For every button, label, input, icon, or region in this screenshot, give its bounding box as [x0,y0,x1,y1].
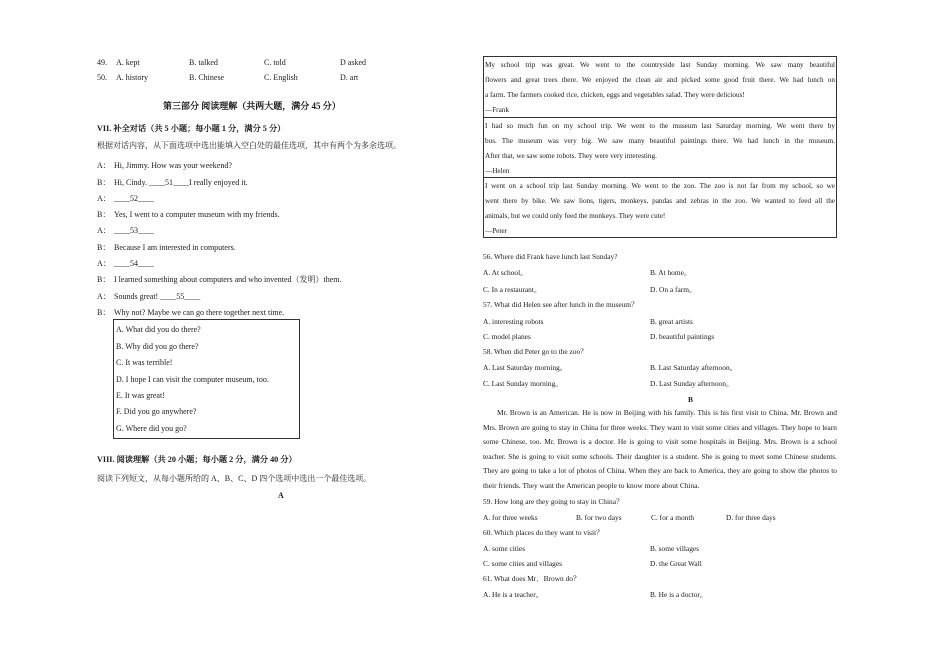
section8-instructions: 阅读下列短文，从每小题所给的 A、B、C、D 四个选项中选出一个最佳选项。 [97,474,372,483]
section-a-label: A [278,491,284,500]
q58-option-b: B. Last Saturday afternoon。 [650,363,738,372]
passage-b: Mr. Brown is an American. He is now in Beijing with his family. This is his first visit to China. Mr. Brown and Mrs. Brown are going to stay in China for three weeks. They want to visit some cities and villages. They hope to learn some Chinese, too. Mr. Brown is a doctor. He is going to visit some hospitals in Beijing. Mrs. Brown is a school teacher. She is going to visit some schools. Their daughter is a student. She is going to meet some Chinese students. They are going to take a lot of photos of China. When they are back to America, they are going to show the photos to their friends. They want the American people to know more about China. [483,408,837,490]
q57-stem: 57. What did Helen see after lunch in the museum？ [483,300,639,309]
dialog-line: Yes, I went to a computer museum with my friends. [114,210,280,219]
q57-option-c: C. model planes [483,332,531,341]
q59-option-d: D. for three days [726,513,776,522]
q57-option-a: A. interesting robots [483,317,544,326]
passage-section [484,178,836,237]
dialog-line: I learned something about computers and who invented（发明）them. [114,275,342,284]
option-item: C. It was terrible! [116,358,173,367]
dialog-speaker: B： [97,275,111,284]
q56-stem: 56. Where did Frank have lunch last Sunday? [483,252,618,261]
q50-number: 50. [97,73,107,82]
option-item: F. Did you go anywhere? [116,407,197,416]
passage-author: —Helen [485,167,510,175]
q50-option-a: A. history [116,73,148,82]
dialog-line: ____54____ [114,259,154,268]
q59-stem: 59. How long are they going to stay in China？ [483,497,624,506]
passage-line: a farm. The farmers cooked rice, chicken, eggs and vegetables salad. They were delicious! [485,91,745,99]
dialog-speaker: B： [97,210,111,219]
passage-author: —Peter [485,227,507,235]
dialog-line: ____53____ [114,226,154,235]
q61-stem: 61. What does Mr．Brown do？ [483,574,581,583]
option-item: B. Why did you go there? [116,342,199,351]
dialog-speaker: B： [97,243,111,252]
passage-section [484,118,836,178]
q50-option-b: B. Chinese [189,73,225,82]
dialog-line: ____52____ [114,194,154,203]
passage-line: I had so much fun on my school trip. We went to the museum last Saturday morning. We went there by [485,122,835,130]
passage-line: flowers and great trees there. We enjoyed the clean air and picked some good fruit there. We had lunch on [485,76,835,84]
q49-option-c: C. told [264,58,286,67]
q61-option-a: A. He is a teacher。 [483,590,544,599]
option-item: E. It was great! [116,391,165,400]
q59-option-c: C. for a month [651,513,695,522]
q58-option-c: C. Last Sunday morning。 [483,379,563,388]
section7-title: VII. 补全对话（共 5 小题；每小题 1 分，满分 5 分） [97,124,286,133]
dialog-speaker: A： [97,194,111,203]
q50-option-d: D. art [340,73,359,82]
q57-option-b: B. great artists [650,317,693,326]
q60-option-c: C. some cities and villages [483,559,563,568]
q57-option-d: D. beautiful paintings [650,332,715,341]
passage-line: I went on a school trip last Sunday morning. We went to the zoo. The zoo is not far from my school, so we [485,182,835,190]
option-item: G. Where did you go? [116,424,187,433]
passages-box [483,56,837,238]
dialog-line: Hi, Cindy. ____51____I really enjoyed it. [114,178,248,187]
part3-title: 第三部分 阅读理解（共两大题，满分 45 分） [163,101,341,111]
q50-option-c: C. English [264,73,298,82]
option-item: D. I hope I can visit the computer museum, too. [116,375,269,384]
q60-option-a: A. some cities [483,544,526,553]
passage-section [484,57,836,118]
q49-option-b: B. talked [189,58,218,67]
section7-instructions: 根据对话内容，从下面选项中选出能填入空白处的最佳选项，其中有两个为多余选项。 [97,141,401,150]
dialog-line: Why not? Maybe we can go there together next time. [114,308,285,317]
dialog-line: Sounds great! ____55____ [114,292,201,301]
dialog-speaker: B： [97,308,111,317]
passage-line: My school trip was great. We went to the countryside last Sunday morning. We saw many beautiful [485,61,835,69]
passage-line: went there by bike. We saw lions, tigers, monkeys, pandas and zebras in the zoo. We wanted to feed all the [485,197,835,205]
q61-option-b: B. He is a doctor。 [650,590,708,599]
q60-option-d: D. the Great Wall [650,559,702,568]
dialog-line: Hi, Jimmy. How was your weekend? [114,161,232,170]
q56-option-c: C. In a restaurant。 [483,285,542,294]
passage-author: —Frank [485,106,509,114]
q49-option-a: A. kept [116,58,140,67]
dialog-line: Because I am interested in computers. [114,243,236,252]
q60-option-b: B. some villages [650,544,700,553]
dialog-speaker: A： [97,259,111,268]
options-box [113,319,300,439]
q56-option-b: B. At home。 [650,268,692,277]
q49-option-d: D asked [340,58,366,67]
q58-option-d: D. Last Sunday afternoon。 [650,379,734,388]
passage-line: bus. The museum was very big. We saw many beautiful paintings there. We had lunch in the museum. [485,137,835,145]
q58-option-a: A. Last Saturday morning。 [483,363,568,372]
q58-stem: 58. When did Peter go to the zoo？ [483,347,588,356]
dialog-speaker: A： [97,226,111,235]
dialog-speaker: A： [97,161,111,170]
dialog-speaker: A： [97,292,111,301]
q60-stem: 60. Which places do they want to visit？ [483,528,604,537]
q59-option-a: A. for three weeks [483,513,538,522]
dialog-speaker: B： [97,178,111,187]
q59-option-b: B. for two days [576,513,622,522]
passage-line: animals, but we could only feed the monkeys. They were cute! [485,212,666,220]
passage-line: After that, we saw some robots. They were very interesting. [485,152,657,160]
section8-title: VIII. 阅读理解（共 20 小题；每小题 2 分，满分 40 分） [97,455,297,464]
option-item: A. What did you do there? [116,325,201,334]
section-b-label: B [688,395,693,404]
q56-option-d: D. On a farm。 [650,285,697,294]
q49-number: 49. [97,58,107,67]
q56-option-a: A. At school。 [483,268,528,277]
